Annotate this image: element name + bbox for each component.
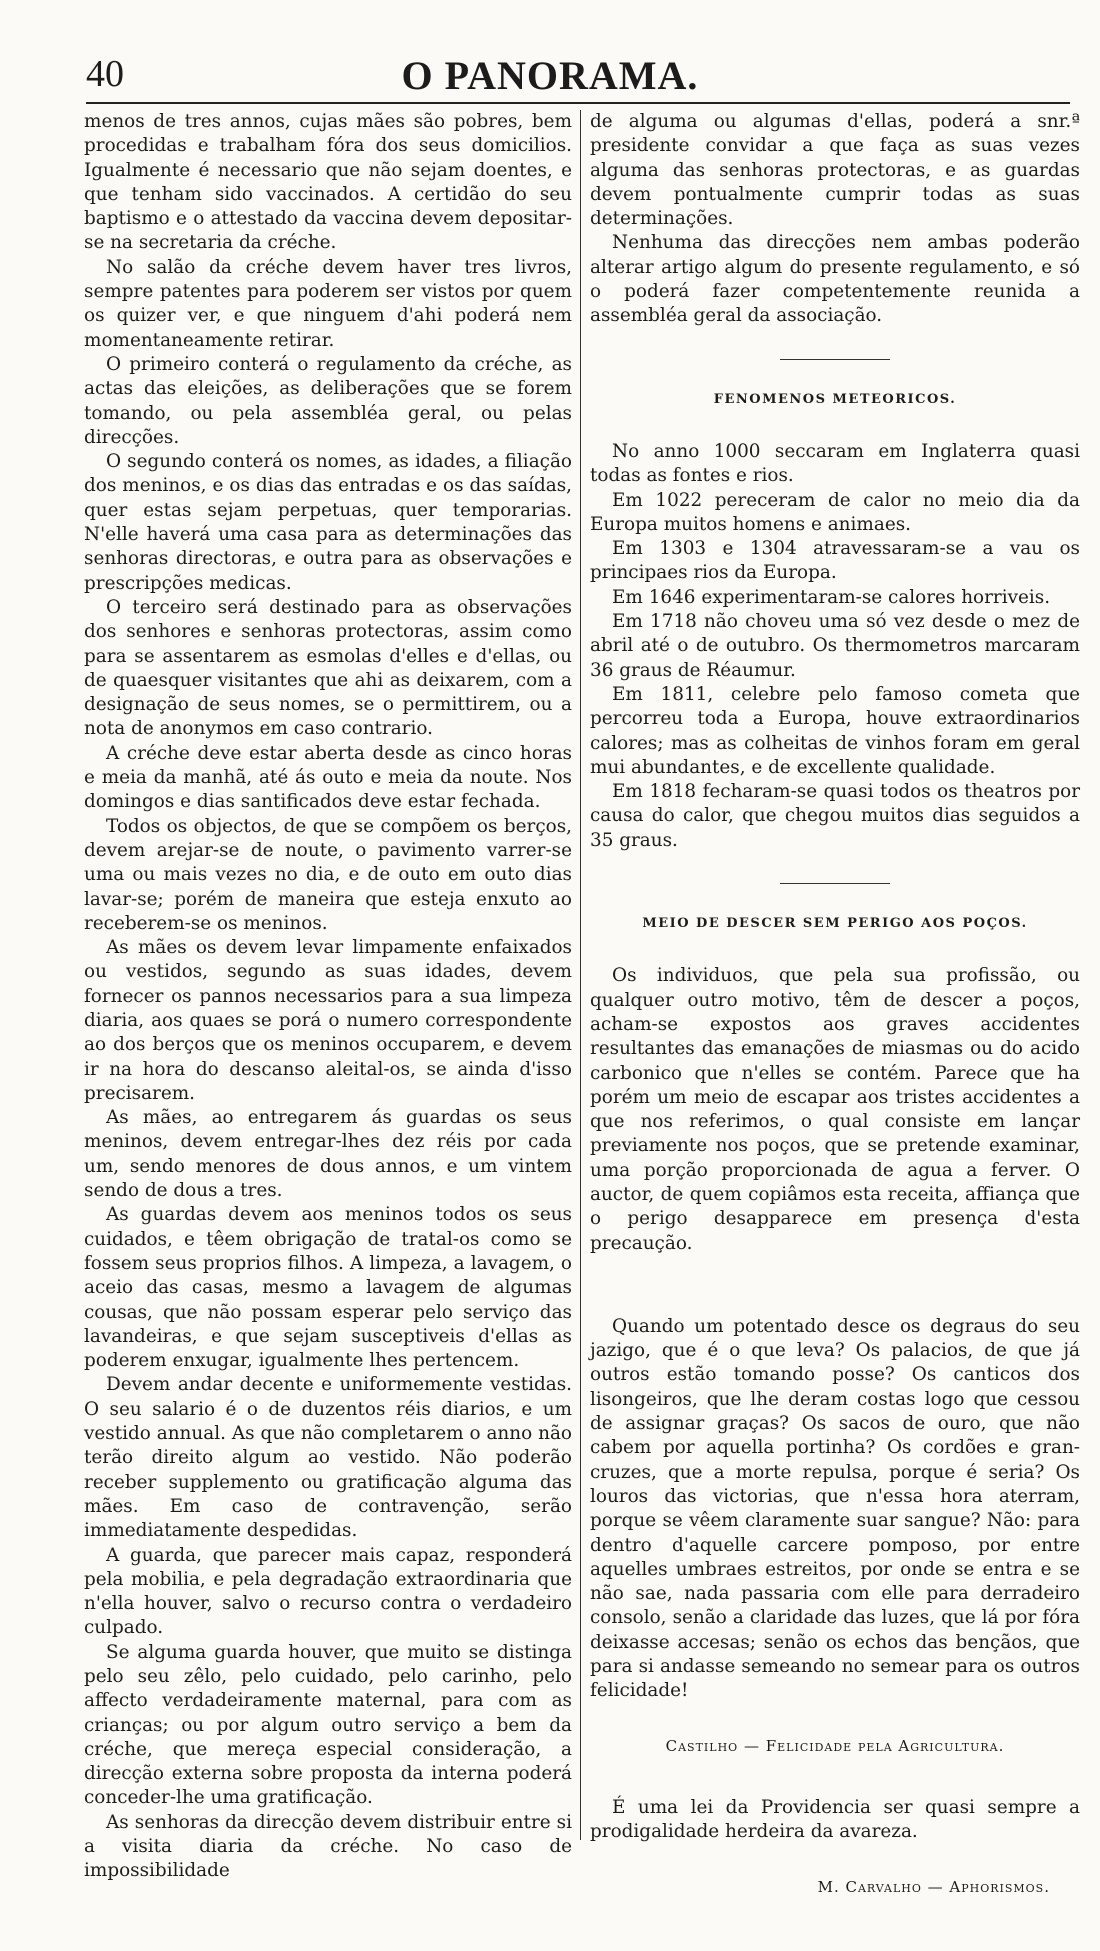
paragraph: O terceiro será destinado para as observações dos senhores e senhoras protectoras, assim como para se assentarem as esmolas d'elles e d'ellas, ou de quaesquer visitantes que ahi as deixarem, com a designação de seus nomes, se o permittirem, ou a nota de anonymos em caso contrario. <box>84 596 572 740</box>
paragraph: Todos os objectos, de que se compõem os berços, devem arejar-se de noute, o pavimento varrer-se uma ou mais vezes no dia, e de outo em outo dias lavar-se; porém de maneira que esteja enxuto ao receberem-se os meninos. <box>84 815 572 934</box>
paragraph: Nenhuma das direcções nem ambas poderão alterar artigo algum do presente regulamento, e só o poderá fazer competentemente reunida a assembléa geral da associação. <box>590 232 1080 327</box>
paragraph: No anno 1000 seccaram em Inglaterra quasi todas as fontes e rios. <box>590 440 1080 487</box>
section-separator <box>780 883 890 884</box>
paragraph: A guarda, que parecer mais capaz, responderá pela mobilia, e pela degradação extraordinaria que n'ella houver, salvo o recurso contra o verdadeiro culpado. <box>84 1544 572 1639</box>
paragraph: Em 1818 fecharam-se quasi todos os theatros por causa do calor, que chegou muitos dias seguidos a 35 graus. <box>590 781 1080 851</box>
section-separator <box>780 1286 890 1287</box>
attribution: Castilho — Felicidade pela Agricultura. <box>665 1736 1005 1755</box>
attribution: M. Carvalho — Aphorismos. <box>817 1877 1050 1896</box>
paragraph: Em 1718 não choveu uma só vez desde o mez de abril até o de outubro. Os thermometros marcaram 36 graus de Réaumur. <box>590 611 1080 681</box>
page-title: O PANORAMA. <box>401 53 699 98</box>
paragraph: de alguma ou algumas d'ellas, poderá a snr.ª presidente convidar a que faça as suas vezes alguma das senhoras protectoras, e as guardas devem pontualmente cumprir todas as suas determinações. <box>590 111 1080 230</box>
paragraph: Os individuos, que pela sua profissão, ou qualquer outro motivo, têm de descer a poços, acham-se expostos aos graves accidentes resultantes das emanações de miasmas ou do acido carbonico que n'elles se contém. Parece que ha porém um meio de escapar aos tristes accidentes a que nos referimos, o qual consiste em lançar previamente nos poços, que se pretende examinar, uma porção proporcionada de agua a ferver. O auctor, de quem copiâmos esta receita, affiança que o perigo desapparece em presença d'esta precaução. <box>590 965 1080 1254</box>
right-column <box>590 110 1080 1899</box>
paragraph: A créche deve estar aberta desde as cinco horas e meia da manhã, até ás outo e meia da noute. Nos domingos e dias santificados deve estar fechada. <box>84 742 572 813</box>
page-number: 40 <box>86 53 124 95</box>
section-separator <box>780 359 890 360</box>
column-divider <box>580 110 581 1840</box>
paragraph: Quando um potentado desce os degraus do seu jazigo, que é o que leva? Os palacios, de que já outros estão tomando posse? Os canticos dos lisongeiros, que lhe deram costas logo que cessou de assignar graças? Os sacos de ouro, que não cabem por aquella portinha? Os cordões e gran-cruzes, que a morte repulsa, porque é seria? Os louros das victorias, que n'essa hora aterram, porque se vêem claramente suar sangue? Não: para dentro d'aquelle carcere pomposo, por entre aquelles umbraes estreitos, por onde se entra e se não sae, nada passaria com elle para derradeiro consolo, senão a claridade das luzes, que lá por fóra deixasse accesas; senão os echos das bençãos, que para si andasse semeando no semear para os outros felicidade! <box>590 1315 1080 1702</box>
paragraph: As guardas devem aos meninos todos os seus cuidados, e têem obrigação de tratal-os como se fossem seus proprios filhos. A limpeza, a lavagem, o aceio das casas, mesmo a lavagem de algumas cousas, que não possam esperar pelo serviço das lavandeiras, e que sejam susceptiveis d'ellas as poderem enxugar, igualmente lhes pertencem. <box>84 1204 572 1372</box>
paragraph: É uma lei da Providencia ser quasi sempre a prodigalidade herdeira da avareza. <box>590 1796 1080 1843</box>
paragraph: Devem andar decente e uniformemente vestidas. O seu salario é o de duzentos réis diarios, e um vestido annual. As que não completarem o anno não terão direito algum ao vestido. Não poderão receber supplemento ou gratificação alguma das mães. Em caso de contravenção, serão immediatamente despedidas. <box>84 1374 572 1542</box>
paragraph: Em 1811, celebre pelo famoso cometa que percorreu toda a Europa, houve extraordinarios calores; mas as colheitas de vinhos foram em geral mui abundantes, e de excellente qualidade. <box>590 683 1080 778</box>
header-rule <box>86 102 1070 104</box>
paragraph: As senhoras da direcção devem distribuir entre si a visita diaria da créche. No caso de impossibilidade <box>84 1811 572 1882</box>
paragraph: As mães, ao entregarem ás guardas os seus meninos, devem entregar-lhes dez réis por cada um, sendo menores de dous annos, e um vintem sendo de dous a tres. <box>84 1107 572 1202</box>
paragraph: menos de tres annos, cujas mães são pobres, bem procedidas e trabalham fóra dos seus domicilios. Igualmente é necessario que não sejam doentes, e que tenham sido vaccinados. A certidão do seu baptismo e o attestado da vaccina devem depositar-se na secretaria da créche. <box>84 111 572 254</box>
paragraph: Em 1022 pereceram de calor no meio dia da Europa muitos homens e animaes. <box>590 489 1080 535</box>
paragraph: O segundo conterá os nomes, as idades, a filiação dos meninos, e os dias das entradas e os das saídas, quer estas sejam perpetuas, quer temporarias. N'elle haverá uma casa para as determinações das senhoras directoras, e outra para as observações e prescripções medicas. <box>84 451 572 594</box>
paragraph: Em 1303 e 1304 atravessaram-se a vau os principaes rios da Europa. <box>590 538 1080 584</box>
paragraph: O primeiro conterá o regulamento da créche, as actas das eleições, as deliberações que se forem tomando, ou pela assembléa geral, ou pelas direcções. <box>84 353 572 448</box>
paragraph: As mães os devem levar limpamente enfaixados ou vestidos, segundo as suas idades, devem fornecer os pannos necessarios para a sua limpeza diaria, aos quaes se porá o numero correspondente ao dos berços que os meninos occuparem, e devem ir na hora do descanso aleital-os, se ainda d'isso precisarem. <box>84 937 572 1104</box>
paragraph: Se alguma guarda houver, que muito se distinga pelo seu zêlo, pelo cuidado, pelo carinho, pelo affecto verdadeiramente maternal, para com as crianças; ou por algum outro serviço a bem da créche, que mereça especial consideração, a direcção externa sobre proposta da interna poderá conceder-lhe uma gratificação. <box>84 1641 572 1809</box>
paragraph: No salão da créche devem haver tres livros, sempre patentes para poderem ser vistos por quem os quizer ver, e que ninguem d'ahi poderá nem momentaneamente retirar. <box>84 256 572 351</box>
paragraph: Em 1646 experimentaram-se calores horriveis. <box>612 586 1051 608</box>
left-column <box>84 110 572 1884</box>
section-heading: MEIO DE DESCER SEM PERIGO AOS POÇOS. <box>642 916 1028 932</box>
section-heading: FENOMENOS METEORICOS. <box>713 391 957 407</box>
